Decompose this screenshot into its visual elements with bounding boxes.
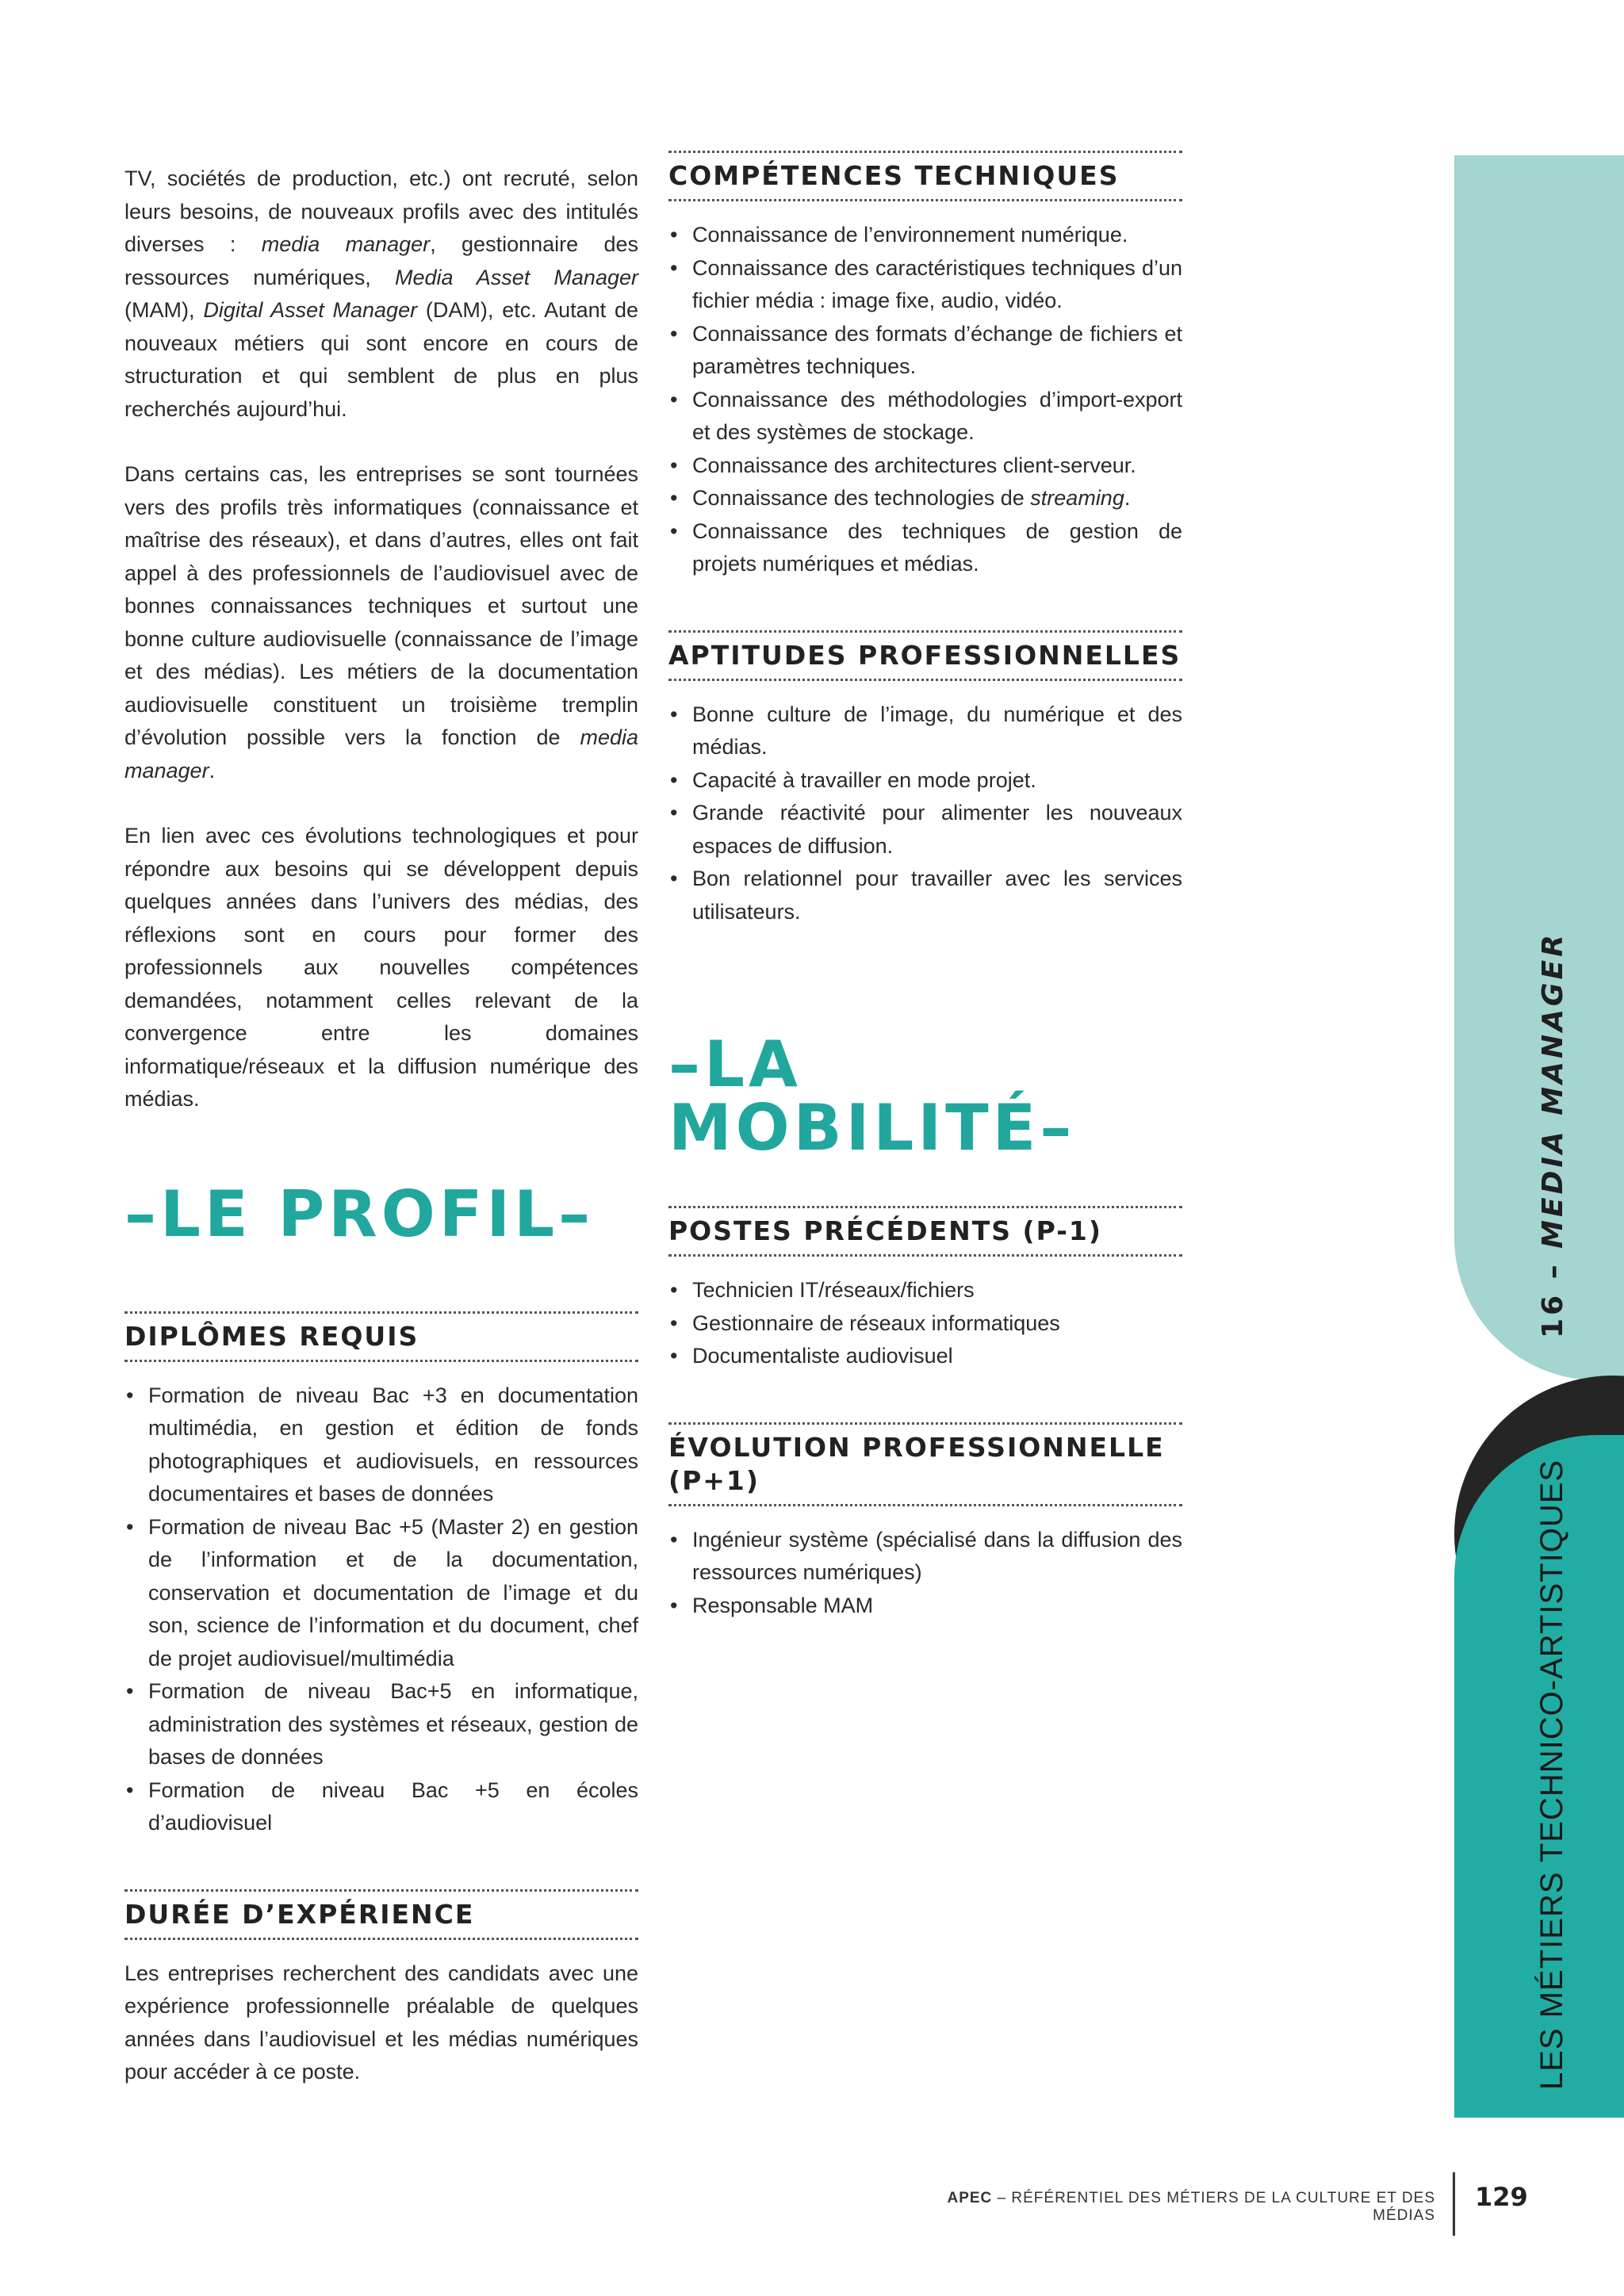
list-item: • Bonne culture de l’image, du numérique et des médias. [668, 698, 1182, 764]
intro-paragraph-3: En lien avec ces évolutions technologiques et pour répondre aux besoins qui se développent depuis quelques années dans l’univers des médias, des réflexions sont en cours pour former des professionnels aux nouvelles compétences demandées, notamment celles relevant de la convergence entre les domaines informatique/réseaux et la diffusion numérique des médias. [124, 824, 638, 1111]
footer-divider [1453, 2172, 1455, 2236]
footer-text: – RÉFÉRENTIEL DES MÉTIERS DE LA CULTURE ET DES MÉDIAS [992, 2190, 1435, 2224]
footer-brand: APEC [947, 2190, 993, 2206]
list-item: • Connaissance de l’environnement numérique. [668, 219, 1182, 252]
list-item: • Connaissance des architectures client-serveur. [668, 450, 1182, 483]
right-column [668, 151, 1182, 1622]
list-item: • Connaissance des caractéristiques techniques d’un fichier média : image fixe, audio, vidéo. [668, 252, 1182, 318]
aptitudes-list [668, 698, 1182, 929]
competences-heading: COMPÉTENCES TECHNIQUES [668, 151, 1182, 201]
list-item: • Technicien IT/réseaux/fichiers [668, 1274, 1182, 1307]
competences-list [668, 219, 1182, 581]
profil-title: –LE PROFIL– [124, 1177, 595, 1251]
list-item: • Connaissance des techniques de gestion de projets numériques et médias. [668, 515, 1182, 581]
list-item: • Responsable MAM [668, 1590, 1182, 1623]
list-item: • Connaissance des formats d’échange de fichiers et paramètres techniques. [668, 318, 1182, 384]
list-item: • Documentaliste audiovisuel [668, 1340, 1182, 1373]
list-item: • Connaissance des technologies de streaming. [668, 482, 1182, 515]
section-label: LES MÉTIERS TECHNICO-ARTISTIQUES [1534, 1459, 1569, 2090]
aptitudes-heading: APTITUDES PROFESSIONNELLES [668, 630, 1182, 681]
list-item: • Ingénieur système (spécialisé dans la diffusion des ressources numériques) [668, 1524, 1182, 1590]
mobilite-title: –LA MOBILITÉ– [668, 1027, 1076, 1165]
intro-paragraph-2: Dans certains cas, les entreprises se sont tournées vers des profils très informatiques (connaissance et maîtrise des réseaux), et dans d’autres, elles ont fait appel à des professionnels de l’audiovisuel avec de bonnes connaissances techniques et surtout une bonne culture audiovisuelle (connaissance de l’image et des médias). Les métiers de la documentation audiovisuelle constituent un troisième tremplin d’évolution possible vers la fonction de media manager. [124, 462, 638, 783]
left-column [124, 163, 638, 2122]
footer [880, 2190, 1435, 2225]
list-item: • Formation de niveau Bac +5 (Master 2) en gestion de l’information et de la documentation, conservation et documentation de l’image et du son, science de l’information et du document, chef de projet audiovisuel/multimédia [124, 1511, 638, 1676]
list-item: • Formation de niveau Bac +3 en documentation multimédia, en gestion et édition de fonds photographiques et audiovisuels, en ressources documentaires et bases de données [124, 1380, 638, 1511]
list-item: • Capacité à travailler en mode projet. [668, 764, 1182, 798]
list-item: • Bon relationnel pour travailler avec les services utilisateurs. [668, 863, 1182, 928]
duree-text: Les entreprises recherchent des candidats avec une expérience professionnelle préalable de quelques années dans l’audiovisuel et les médias numériques pour accéder à ce poste. [124, 1961, 638, 2084]
list-item: • Formation de niveau Bac +5 en écoles d’audiovisuel [124, 1774, 638, 1840]
list-item: • Grande réactivité pour alimenter les nouveaux espaces de diffusion. [668, 797, 1182, 863]
duree-heading: DURÉE D’EXPÉRIENCE [124, 1889, 638, 1940]
list-item: • Formation de niveau Bac+5 en informatique, administration des systèmes et réseaux, gestion de bases de données [124, 1675, 638, 1774]
evolution-list [668, 1524, 1182, 1623]
chapter-label: 16 – MEDIA MANAGER [1537, 932, 1569, 1338]
postes-heading: POSTES PRÉCÉDENTS (P-1) [668, 1206, 1182, 1257]
diplomes-list [124, 1380, 638, 1840]
diplomes-heading: DIPLÔMES REQUIS [124, 1311, 638, 1362]
list-item: • Gestionnaire de réseaux informatiques [668, 1307, 1182, 1341]
list-item: • Connaissance des méthodologies d’import-export et des systèmes de stockage. [668, 384, 1182, 450]
evolution-heading: ÉVOLUTION PROFESSIONNELLE (P+1) [668, 1422, 1182, 1506]
postes-list [668, 1274, 1182, 1373]
intro-paragraph-1: TV, sociétés de production, etc.) ont recruté, selon leurs besoins, de nouveaux profils avec des intitulés diverses : media manager, gestionnaire des ressources numériques, Media Asset Manager (MAM), Digital Asset Manager (DAM), etc. Autant de nouveaux métiers qui sont encore en cours de structuration et qui semblent de plus en plus recherchés aujourd’hui. [124, 166, 639, 421]
page-number: 129 [1475, 2182, 1528, 2212]
